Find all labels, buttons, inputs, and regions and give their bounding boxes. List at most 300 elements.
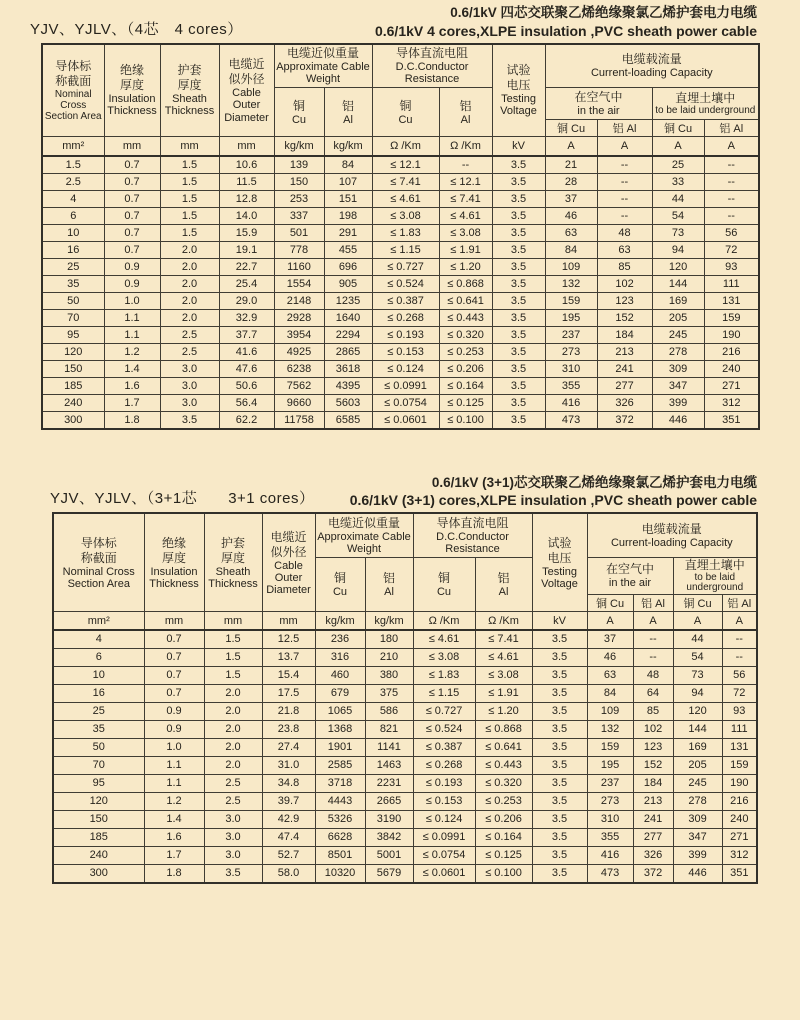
- table-cell: --: [722, 630, 757, 649]
- table-cell: 3.5: [492, 292, 545, 309]
- table-cell: 5001: [365, 847, 413, 865]
- table-cell: ≤ 0.641: [439, 292, 492, 309]
- unit-cell: kg/km: [274, 137, 324, 156]
- table-cell: 109: [545, 258, 597, 275]
- table-cell: ≤ 0.320: [475, 775, 532, 793]
- table-cell: 94: [673, 685, 722, 703]
- col-header-underground-cu: 铜 Cu: [673, 594, 722, 611]
- unit-cell: A: [633, 611, 673, 630]
- title-en-4core: 0.6/1kV 4 cores,XLPE insulation ,PVC sheath power cable: [374, 22, 757, 39]
- table-cell: 37: [545, 190, 597, 207]
- table-cell: 1.5: [204, 649, 262, 667]
- table-cell: 1.5: [204, 630, 262, 649]
- table-cell: 3.0: [160, 377, 219, 394]
- table-cell: 380: [365, 667, 413, 685]
- table-cell: 3.5: [492, 258, 545, 275]
- unit-cell: mm: [219, 137, 274, 156]
- col-header-zh: 铝: [459, 98, 472, 113]
- table-cell: 123: [633, 739, 673, 757]
- table-cell: 73: [652, 224, 704, 241]
- table-cell: 237: [545, 326, 597, 343]
- col-header-weight-cu: [315, 557, 365, 611]
- table-cell: 120: [652, 258, 704, 275]
- unit-cell: A: [545, 137, 597, 156]
- table-cell: 150: [42, 360, 104, 377]
- title-zh-4core: 0.6/1kV 四芯交联聚乙烯绝缘聚氯乙烯护套电力电缆: [450, 5, 757, 20]
- unit-cell: mm: [262, 611, 315, 630]
- table-cell: 253: [274, 190, 324, 207]
- table-cell: 3.5: [532, 630, 587, 649]
- col-header-zh: 护套 厚度: [177, 63, 202, 93]
- table-cell: 14.0: [219, 207, 274, 224]
- table-row: [53, 721, 757, 739]
- table-header: [42, 44, 759, 156]
- table-cell: 586: [365, 703, 413, 721]
- table-cell: ≤ 0.524: [372, 275, 439, 292]
- table-body-4core: [42, 156, 759, 429]
- col-header-air-al: 铝 Al: [597, 120, 652, 137]
- table-cell: ≤ 0.0601: [413, 865, 475, 884]
- table-row: [53, 829, 757, 847]
- table-cell: --: [439, 156, 492, 174]
- table-cell: 1.0: [144, 739, 204, 757]
- table-cell: 278: [673, 793, 722, 811]
- table-cell: 3.5: [204, 865, 262, 884]
- table-cell: 3.5: [492, 326, 545, 343]
- table-cell: ≤ 0.320: [439, 326, 492, 343]
- table-cell: 3.0: [160, 394, 219, 411]
- col-header-air-al: 铝 Al: [633, 594, 673, 611]
- table-cell: 446: [673, 865, 722, 884]
- table-cell: 152: [633, 757, 673, 775]
- table-cell: 2294: [324, 326, 372, 343]
- table-cell: 0.7: [104, 224, 160, 241]
- col-header-en: Cu: [398, 113, 413, 126]
- table-cell: 64: [633, 685, 673, 703]
- table-cell: 123: [597, 292, 652, 309]
- table-cell: 0.7: [104, 190, 160, 207]
- table-cell: 5326: [315, 811, 365, 829]
- col-header-air-cu: 铜 Cu: [587, 594, 633, 611]
- table-cell: ≤ 0.125: [439, 394, 492, 411]
- table-row: [53, 865, 757, 884]
- table-cell: 63: [587, 667, 633, 685]
- col-header-weight-al: [324, 88, 372, 137]
- table-row: [53, 703, 757, 721]
- table-cell: 144: [673, 721, 722, 739]
- table-cell: 131: [722, 739, 757, 757]
- group-header-zh: 电缆载流量: [621, 52, 682, 67]
- table-cell: ≤ 0.193: [372, 326, 439, 343]
- table-cell: 107: [324, 173, 372, 190]
- title-en-3plus1: 0.6/1kV (3+1) cores,XLPE insulation ,PVC sheath power cable: [349, 492, 757, 509]
- group-header-en: in the air: [608, 577, 652, 590]
- group-header-underground: [673, 557, 757, 594]
- table-cell: 95: [42, 326, 104, 343]
- col-header-zh: 电缆近 似外径: [228, 57, 265, 87]
- table-cell: 5603: [324, 394, 372, 411]
- table-cell: 13.7: [262, 649, 315, 667]
- table-cell: 3.5: [492, 173, 545, 190]
- table-cell: ≤ 0.253: [475, 793, 532, 811]
- table-body-3plus1core: [53, 630, 757, 883]
- table-cell: 3.5: [532, 793, 587, 811]
- unit-cell: mm: [160, 137, 219, 156]
- table-cell: --: [704, 156, 759, 174]
- table-cell: 347: [673, 829, 722, 847]
- col-header-resistance-al: [475, 557, 532, 611]
- table-cell: 120: [673, 703, 722, 721]
- table-cell: 213: [633, 793, 673, 811]
- table-cell: 0.7: [144, 649, 204, 667]
- col-header-zh: 铜: [333, 570, 346, 585]
- table-cell: 8501: [315, 847, 365, 865]
- table-cell: 2.0: [204, 739, 262, 757]
- table-cell: ≤ 1.15: [413, 685, 475, 703]
- table-cell: ≤ 4.61: [413, 630, 475, 649]
- unit-cell: A: [704, 137, 759, 156]
- table-cell: ≤ 1.20: [439, 258, 492, 275]
- table-cell: 159: [545, 292, 597, 309]
- unit-cell: A: [597, 137, 652, 156]
- table-cell: 3.0: [204, 811, 262, 829]
- table-cell: 23.8: [262, 721, 315, 739]
- table-cell: --: [597, 173, 652, 190]
- col-header-en: Al: [498, 585, 509, 598]
- table-cell: 310: [587, 811, 633, 829]
- table-cell: 210: [365, 649, 413, 667]
- table-cell: 144: [652, 275, 704, 292]
- unit-cell: Ω /Km: [439, 137, 492, 156]
- table-cell: 85: [597, 258, 652, 275]
- table-cell: 35: [53, 721, 144, 739]
- table-cell: 337: [274, 207, 324, 224]
- table-row: [53, 811, 757, 829]
- table-row: [53, 757, 757, 775]
- table-cell: 0.7: [144, 685, 204, 703]
- col-header-zh: 铝: [382, 570, 395, 585]
- table-cell: 2665: [365, 793, 413, 811]
- table-cell: --: [633, 630, 673, 649]
- table-cell: ≤ 0.253: [439, 343, 492, 360]
- table-cell: 3.5: [492, 360, 545, 377]
- table-cell: ≤ 0.727: [372, 258, 439, 275]
- unit-cell: A: [673, 611, 722, 630]
- table-cell: 120: [42, 343, 104, 360]
- unit-cell: mm: [204, 611, 262, 630]
- table-cell: 3718: [315, 775, 365, 793]
- table-cell: 2.5: [42, 173, 104, 190]
- table-cell: ≤ 0.125: [475, 847, 532, 865]
- table-cell: 399: [652, 394, 704, 411]
- table-cell: ≤ 4.61: [475, 649, 532, 667]
- table-cell: 3.5: [532, 721, 587, 739]
- unit-cell: kV: [492, 137, 545, 156]
- table-cell: 3.5: [532, 685, 587, 703]
- table-row: [53, 649, 757, 667]
- table-cell: 1554: [274, 275, 324, 292]
- col-header-underground-al: 铝 Al: [704, 120, 759, 137]
- table-cell: 41.6: [219, 343, 274, 360]
- table-cell: 50: [53, 739, 144, 757]
- group-header-zh: 电缆近似重量: [286, 46, 359, 61]
- table-cell: 185: [53, 829, 144, 847]
- table-cell: 102: [597, 275, 652, 292]
- table-cell: 2.0: [160, 309, 219, 326]
- table-cell: 72: [704, 241, 759, 258]
- table-cell: 184: [633, 775, 673, 793]
- table-cell: 3.5: [492, 207, 545, 224]
- col-header-zh: 试验 电压: [506, 63, 531, 93]
- table-cell: 3.5: [492, 411, 545, 429]
- table-cell: 93: [704, 258, 759, 275]
- table-cell: 241: [597, 360, 652, 377]
- group-header-cable-weight: [274, 44, 372, 88]
- table-cell: 4395: [324, 377, 372, 394]
- table-row: [53, 667, 757, 685]
- table-cell: 2148: [274, 292, 324, 309]
- table-cell: 277: [597, 377, 652, 394]
- table-cell: 399: [673, 847, 722, 865]
- col-header-en: Al: [384, 585, 394, 598]
- table-cell: 48: [597, 224, 652, 241]
- table-cell: 39.7: [262, 793, 315, 811]
- table-cell: 2865: [324, 343, 372, 360]
- col-header-zh: 铜: [399, 98, 412, 113]
- unit-cell: mm²: [53, 611, 144, 630]
- group-header-zh: 直埋土壤中: [684, 557, 745, 572]
- table-cell: 2.0: [204, 757, 262, 775]
- table-cell: 3.5: [492, 394, 545, 411]
- table-cell: 1.8: [144, 865, 204, 884]
- table-cell: 0.7: [104, 241, 160, 258]
- table-cell: 4925: [274, 343, 324, 360]
- table-cell: 3.5: [160, 411, 219, 429]
- table-cell: 190: [722, 775, 757, 793]
- table-cell: 300: [53, 865, 144, 884]
- table-cell: 2.0: [160, 292, 219, 309]
- table-cell: 1.6: [144, 829, 204, 847]
- table-cell: 62.2: [219, 411, 274, 429]
- unit-cell: Ω /Km: [475, 611, 532, 630]
- table-cell: 84: [324, 156, 372, 174]
- table-cell: 184: [597, 326, 652, 343]
- table-cell: 1640: [324, 309, 372, 326]
- unit-cell: A: [652, 137, 704, 156]
- table-cell: 245: [652, 326, 704, 343]
- table-cell: 1.4: [104, 360, 160, 377]
- table-cell: 25: [53, 703, 144, 721]
- table-cell: --: [597, 207, 652, 224]
- table-row: [42, 258, 759, 275]
- section-titles: [375, 4, 800, 40]
- table-cell: 1.5: [160, 173, 219, 190]
- col-header-en: Cu: [332, 585, 348, 598]
- group-header-cable-weight: [315, 513, 413, 557]
- group-header-zh: 直埋土壤中: [675, 90, 736, 105]
- table-cell: 273: [587, 793, 633, 811]
- group-header-en: D.C.Conductor Resistance: [395, 61, 469, 86]
- table-cell: 416: [545, 394, 597, 411]
- table-cell: 6585: [324, 411, 372, 429]
- table-cell: ≤ 1.20: [475, 703, 532, 721]
- table-cell: 17.5: [262, 685, 315, 703]
- table-cell: 28: [545, 173, 597, 190]
- col-header-en: Testing Voltage: [500, 93, 537, 118]
- table-cell: ≤ 0.124: [372, 360, 439, 377]
- table-cell: 152: [597, 309, 652, 326]
- col-header-en: Cu: [291, 113, 307, 126]
- group-header-current-capacity: [587, 513, 757, 557]
- table-cell: ≤ 0.868: [439, 275, 492, 292]
- table-cell: 169: [673, 739, 722, 757]
- table-cell: 132: [587, 721, 633, 739]
- table-cell: 169: [652, 292, 704, 309]
- group-header-en: Approximate Cable Weight: [276, 61, 370, 86]
- table-cell: ≤ 3.08: [475, 667, 532, 685]
- unit-cell: Ω /Km: [372, 137, 439, 156]
- table-cell: 6238: [274, 360, 324, 377]
- table-cell: --: [633, 649, 673, 667]
- table-cell: 0.9: [144, 703, 204, 721]
- table-cell: 3190: [365, 811, 413, 829]
- table-cell: 473: [587, 865, 633, 884]
- table-row: [53, 739, 757, 757]
- table-cell: --: [722, 649, 757, 667]
- table-cell: 679: [315, 685, 365, 703]
- table-cell: 1.2: [144, 793, 204, 811]
- table-cell: 1.0: [104, 292, 160, 309]
- table-cell: ≤ 0.727: [413, 703, 475, 721]
- table-cell: 3954: [274, 326, 324, 343]
- table-cell: 696: [324, 258, 372, 275]
- table-row: [42, 326, 759, 343]
- table-cell: 2231: [365, 775, 413, 793]
- table-cell: 309: [673, 811, 722, 829]
- group-header-zh: 在空气中: [574, 90, 623, 105]
- table-cell: 159: [704, 309, 759, 326]
- table-cell: ≤ 3.08: [372, 207, 439, 224]
- table-cell: ≤ 0.193: [413, 775, 475, 793]
- table-cell: 5679: [365, 865, 413, 884]
- table-row: [53, 775, 757, 793]
- table-cell: 1.7: [104, 394, 160, 411]
- table-cell: ≤ 0.868: [475, 721, 532, 739]
- table-cell: 3.0: [204, 847, 262, 865]
- table-cell: 291: [324, 224, 372, 241]
- table-cell: 0.9: [104, 275, 160, 292]
- table-row: [42, 275, 759, 292]
- table-cell: 63: [545, 224, 597, 241]
- table-cell: 29.0: [219, 292, 274, 309]
- col-header-weight-al: [365, 557, 413, 611]
- table-cell: 778: [274, 241, 324, 258]
- table-cell: 6: [42, 207, 104, 224]
- table-cell: 905: [324, 275, 372, 292]
- table-cell: 73: [673, 667, 722, 685]
- table-cell: 1901: [315, 739, 365, 757]
- col-header-insulation-thickness: [144, 513, 204, 611]
- table-cell: 310: [545, 360, 597, 377]
- group-header-in-air: [545, 88, 652, 120]
- table-cell: 1.5: [160, 207, 219, 224]
- col-header-zh: 试验 电压: [547, 535, 572, 565]
- table-cell: 12.5: [262, 630, 315, 649]
- group-header-zh: 导体直流电阻: [436, 516, 509, 531]
- table-cell: 25.4: [219, 275, 274, 292]
- table-row: [42, 173, 759, 190]
- table-cell: 3.5: [532, 757, 587, 775]
- section-4core: [0, 0, 800, 430]
- table-cell: 0.7: [144, 667, 204, 685]
- col-header-zh: 铜: [437, 570, 450, 585]
- table-cell: 9660: [274, 394, 324, 411]
- col-header-weight-cu: [274, 88, 324, 137]
- table-cell: 132: [545, 275, 597, 292]
- col-header-sheath-thickness: [160, 44, 219, 137]
- table-cell: 3.0: [204, 829, 262, 847]
- col-header-en: Testing Voltage: [541, 565, 578, 590]
- table-cell: 326: [633, 847, 673, 865]
- table-cell: ≤ 1.15: [372, 241, 439, 258]
- table-cell: 3618: [324, 360, 372, 377]
- group-header-dc-resistance: [372, 44, 492, 88]
- table-cell: ≤ 7.41: [439, 190, 492, 207]
- table-cell: 347: [652, 377, 704, 394]
- col-header-zh: 铜: [292, 98, 305, 113]
- table-cell: 1141: [365, 739, 413, 757]
- table-cell: 213: [597, 343, 652, 360]
- table-cell: 821: [365, 721, 413, 739]
- table-cell: 416: [587, 847, 633, 865]
- col-header-zh: 铝: [341, 98, 354, 113]
- table-row: [42, 394, 759, 411]
- table-cell: 50: [42, 292, 104, 309]
- table-cell: 139: [274, 156, 324, 174]
- table-cell: 120: [53, 793, 144, 811]
- table-cell: 2.5: [204, 793, 262, 811]
- table-cell: 3.5: [492, 224, 545, 241]
- table-cell: 7562: [274, 377, 324, 394]
- table-cell: 27.4: [262, 739, 315, 757]
- col-header-en: Sheath Thickness: [164, 93, 215, 118]
- table-cell: 190: [704, 326, 759, 343]
- table-row: [42, 207, 759, 224]
- unit-cell: mm: [144, 611, 204, 630]
- col-header-cable-outer-diameter: [219, 44, 274, 137]
- table-cell: 3.5: [532, 703, 587, 721]
- table-cell: 3.5: [532, 829, 587, 847]
- table-cell: 11.5: [219, 173, 274, 190]
- table-row: [42, 377, 759, 394]
- table-cell: ≤ 0.100: [475, 865, 532, 884]
- table-cell: ≤ 0.0991: [372, 377, 439, 394]
- table-row: [42, 224, 759, 241]
- table-cell: 240: [53, 847, 144, 865]
- table-cell: 240: [704, 360, 759, 377]
- table-cell: 56.4: [219, 394, 274, 411]
- table-cell: 50.6: [219, 377, 274, 394]
- table-cell: 1065: [315, 703, 365, 721]
- table-cell: 10320: [315, 865, 365, 884]
- table-row: [42, 292, 759, 309]
- table-cell: 1.7: [144, 847, 204, 865]
- col-header-zh: 绝缘 厚度: [119, 63, 144, 93]
- col-header-nominal-cross-section: [42, 44, 104, 137]
- col-header-zh: 铝: [497, 570, 510, 585]
- table-row: [42, 156, 759, 174]
- table-cell: ≤ 0.0991: [413, 829, 475, 847]
